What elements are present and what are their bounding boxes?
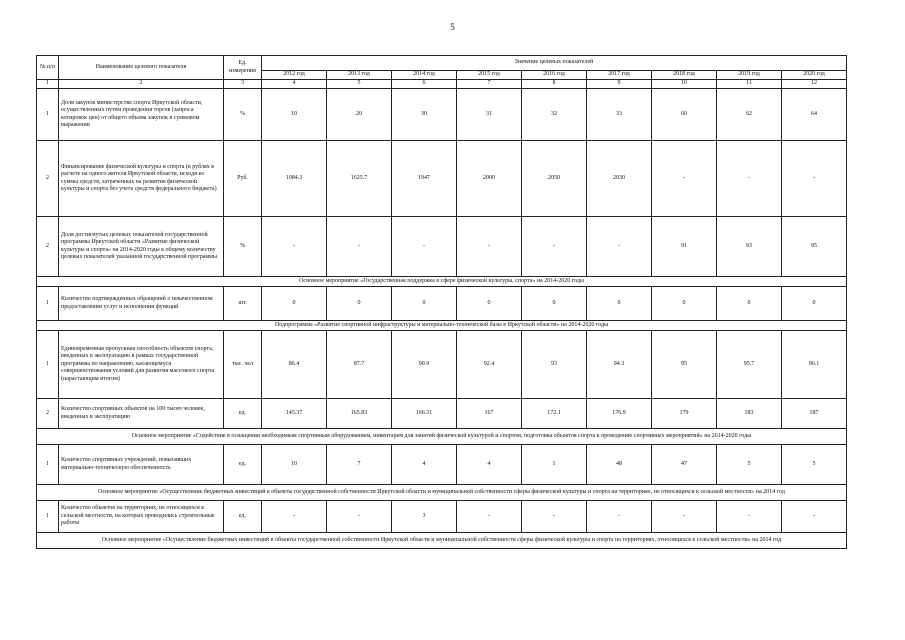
value-cell: - — [587, 217, 652, 277]
value-cell: 179 — [652, 399, 717, 429]
value-cell: 4 — [392, 445, 457, 485]
value-cell: 0 — [587, 287, 652, 321]
value-cell: 0 — [262, 287, 327, 321]
value-cell: 47 — [652, 445, 717, 485]
year-header: 2014 год — [392, 71, 457, 80]
value-cell: - — [717, 501, 782, 533]
unit-cell: шт. — [224, 287, 262, 321]
value-cell: - — [457, 501, 522, 533]
table-row — [37, 217, 847, 277]
indicator-name: Количество спортивных объектов на 100 тысяч человек, введенных в эксплуатацию — [59, 399, 224, 429]
unit-cell: ед. — [224, 399, 262, 429]
value-cell: 60 — [652, 89, 717, 141]
value-cell: 2030 — [587, 141, 652, 217]
value-cell: 90.9 — [392, 331, 457, 399]
column-number: 2 — [59, 80, 224, 89]
column-number: 12 — [782, 80, 847, 89]
value-cell: 176.9 — [587, 399, 652, 429]
value-cell: 2050 — [522, 141, 587, 217]
value-cell: 0 — [717, 287, 782, 321]
value-cell: 20 — [327, 89, 392, 141]
num-header: № п/п — [37, 56, 59, 80]
value-cell: 31 — [457, 89, 522, 141]
section-title: Основное мероприятие «Осуществление бюджетных инвестиций в объекты государственной собственности Иркутской области и муниципальной собственности сферы физической культуры и спорта на территориях, не относящихся к сельской местности» на 2014 год — [37, 485, 847, 501]
value-cell: 1625.7 — [327, 141, 392, 217]
value-cell: 93 — [717, 217, 782, 277]
value-cell: 3 — [392, 501, 457, 533]
indicator-name: Количество спортивных учреждений, повысивших материально-техническую обеспеченность — [59, 445, 224, 485]
value-cell: 0 — [457, 287, 522, 321]
row-number: 2 — [37, 399, 59, 429]
value-cell: 0 — [327, 287, 392, 321]
value-cell: - — [782, 141, 847, 217]
value-cell: 62 — [717, 89, 782, 141]
unit-cell: ед. — [224, 501, 262, 533]
unit-cell: % — [224, 89, 262, 141]
value-cell: - — [522, 217, 587, 277]
table-row — [37, 89, 847, 141]
value-cell: 94.3 — [587, 331, 652, 399]
unit-cell: тыс. чел — [224, 331, 262, 399]
page-number: 5 — [450, 22, 455, 32]
year-header: 2013 год — [327, 71, 392, 80]
column-number: 9 — [587, 80, 652, 89]
year-header: 2012 год — [262, 71, 327, 80]
table-row — [37, 445, 847, 485]
value-cell: - — [262, 501, 327, 533]
unit-cell: ед. — [224, 445, 262, 485]
table-row — [37, 287, 847, 321]
section-row — [37, 321, 847, 331]
value-cell: 1947 — [392, 141, 457, 217]
indicator-name: Финансирование физической культуры и спорта (в рублях в расчете на одного жителя Иркутской области, исходя из суммы средств, затраченных на развитие физической культуры и спорта без учета средств федерального бюджета) — [59, 141, 224, 217]
value-cell: 0 — [522, 287, 587, 321]
value-cell: 32 — [522, 89, 587, 141]
value-cell: 64 — [782, 89, 847, 141]
value-cell: - — [327, 501, 392, 533]
section-row — [37, 533, 847, 549]
value-cell: 167 — [457, 399, 522, 429]
year-header: 2018 год — [652, 71, 717, 80]
name-header: Наименование целевого показателя — [59, 56, 224, 80]
value-cell: 93 — [522, 331, 587, 399]
row-number: 1 — [37, 287, 59, 321]
section-title: Основное мероприятие «Государственная поддержка в сфере физической культуры, спорта» на 2014-2020 годы — [37, 277, 847, 287]
value-cell: 4 — [457, 445, 522, 485]
value-cell: 10 — [262, 445, 327, 485]
value-cell: 87.7 — [327, 331, 392, 399]
value-cell: 92.4 — [457, 331, 522, 399]
year-header: 2020 год — [782, 71, 847, 80]
year-header: 2016 год — [522, 71, 587, 80]
value-cell: 165.83 — [327, 399, 392, 429]
column-number: 3 — [224, 80, 262, 89]
value-cell: 5 — [717, 445, 782, 485]
value-cell: 33 — [587, 89, 652, 141]
value-cell: - — [262, 217, 327, 277]
value-cell: - — [652, 501, 717, 533]
column-number: 11 — [717, 80, 782, 89]
unit-header: Ед. измерения — [224, 56, 262, 80]
value-cell: 0 — [782, 287, 847, 321]
column-number: 8 — [522, 80, 587, 89]
year-header: 2017 год — [587, 71, 652, 80]
indicator-name: Количество объектов на территориях, не относящихся к сельской местности, на которых проводились строительные работы — [59, 501, 224, 533]
value-cell: 96.1 — [782, 331, 847, 399]
target-indicators-table — [36, 55, 847, 549]
row-number: 1 — [37, 89, 59, 141]
value-cell: 187 — [782, 399, 847, 429]
value-cell: - — [587, 501, 652, 533]
value-cell: 172.1 — [522, 399, 587, 429]
unit-cell: % — [224, 217, 262, 277]
value-cell: - — [457, 217, 522, 277]
row-number: 1 — [37, 445, 59, 485]
indicator-name: Доля достигнутых целевых показателей государственной программы Иркутской области «Развитие физической культуры и спорта» на 2014-2020 годы к общему количеству целевых показателей указанной государственной программы — [59, 217, 224, 277]
value-cell: - — [652, 141, 717, 217]
table-row — [37, 141, 847, 217]
value-cell: - — [392, 217, 457, 277]
indicator-name: Количество подтвержденных обращений о некачественном предоставлении услуг и исполнении функций — [59, 287, 224, 321]
value-cell: - — [782, 501, 847, 533]
value-cell: 95 — [782, 217, 847, 277]
value-cell: 145.37 — [262, 399, 327, 429]
column-number: 5 — [327, 80, 392, 89]
indicator-name: Доля закупок министерства спорта Иркутской области, осуществленных путем проведения торгов (запроса котировок цен) от общего объема закупок в суммовом выражении — [59, 89, 224, 141]
values-header: Значение целевых показателей — [262, 56, 847, 71]
value-cell: 1084.3 — [262, 141, 327, 217]
table-row — [37, 399, 847, 429]
table-row — [37, 331, 847, 399]
value-cell: 166.31 — [392, 399, 457, 429]
row-number: 1 — [37, 331, 59, 399]
row-number: 1 — [37, 501, 59, 533]
table-row — [37, 501, 847, 533]
value-cell: - — [717, 141, 782, 217]
section-row — [37, 429, 847, 445]
value-cell: 0 — [392, 287, 457, 321]
value-cell: 86.4 — [262, 331, 327, 399]
section-row — [37, 485, 847, 501]
row-number: 2 — [37, 217, 59, 277]
value-cell: 95 — [652, 331, 717, 399]
value-cell: 183 — [717, 399, 782, 429]
column-number: 6 — [392, 80, 457, 89]
section-title: Подпрограмма «Развитие спортивной инфраструктуры и материально-технической базы в Иркутской области» на 2014-2020 годы — [37, 321, 847, 331]
value-cell: 2000 — [457, 141, 522, 217]
value-cell: 91 — [652, 217, 717, 277]
unit-cell: Руб. — [224, 141, 262, 217]
year-header: 2015 год — [457, 71, 522, 80]
value-cell: 10 — [262, 89, 327, 141]
section-title: Основное мероприятие «Осуществление бюджетных инвестиций в объекты государственной собственности Иркутской области и муниципальной собственности сферы физической культуры и спорта на территориях, относящихся к сельской местности» на 2014 год — [37, 533, 847, 549]
value-cell: 0 — [652, 287, 717, 321]
value-cell: 5 — [782, 445, 847, 485]
value-cell: 48 — [587, 445, 652, 485]
row-number: 2 — [37, 141, 59, 217]
section-row — [37, 277, 847, 287]
value-cell: 1 — [522, 445, 587, 485]
column-number: 4 — [262, 80, 327, 89]
year-header: 2019 год — [717, 71, 782, 80]
column-number: 10 — [652, 80, 717, 89]
indicator-name: Единовременная пропускная способность объектов спорта, введенных в эксплуатацию в рамках государственной программы по направлению, касающемуся совершенствования условий для развития массового спорта (нарастающим итогом) — [59, 331, 224, 399]
column-number: 1 — [37, 80, 59, 89]
section-title: Основное мероприятие «Содействие в оснащении необходимым спортивным оборудованием, инвентарем для занятий физической культурой и спортом, подготовка объектов спорта к проведению спортивных мероприятий» на 2014-2020 годы — [37, 429, 847, 445]
value-cell: 95.7 — [717, 331, 782, 399]
value-cell: 30 — [392, 89, 457, 141]
column-number: 7 — [457, 80, 522, 89]
value-cell: - — [522, 501, 587, 533]
value-cell: 7 — [327, 445, 392, 485]
value-cell: - — [327, 217, 392, 277]
